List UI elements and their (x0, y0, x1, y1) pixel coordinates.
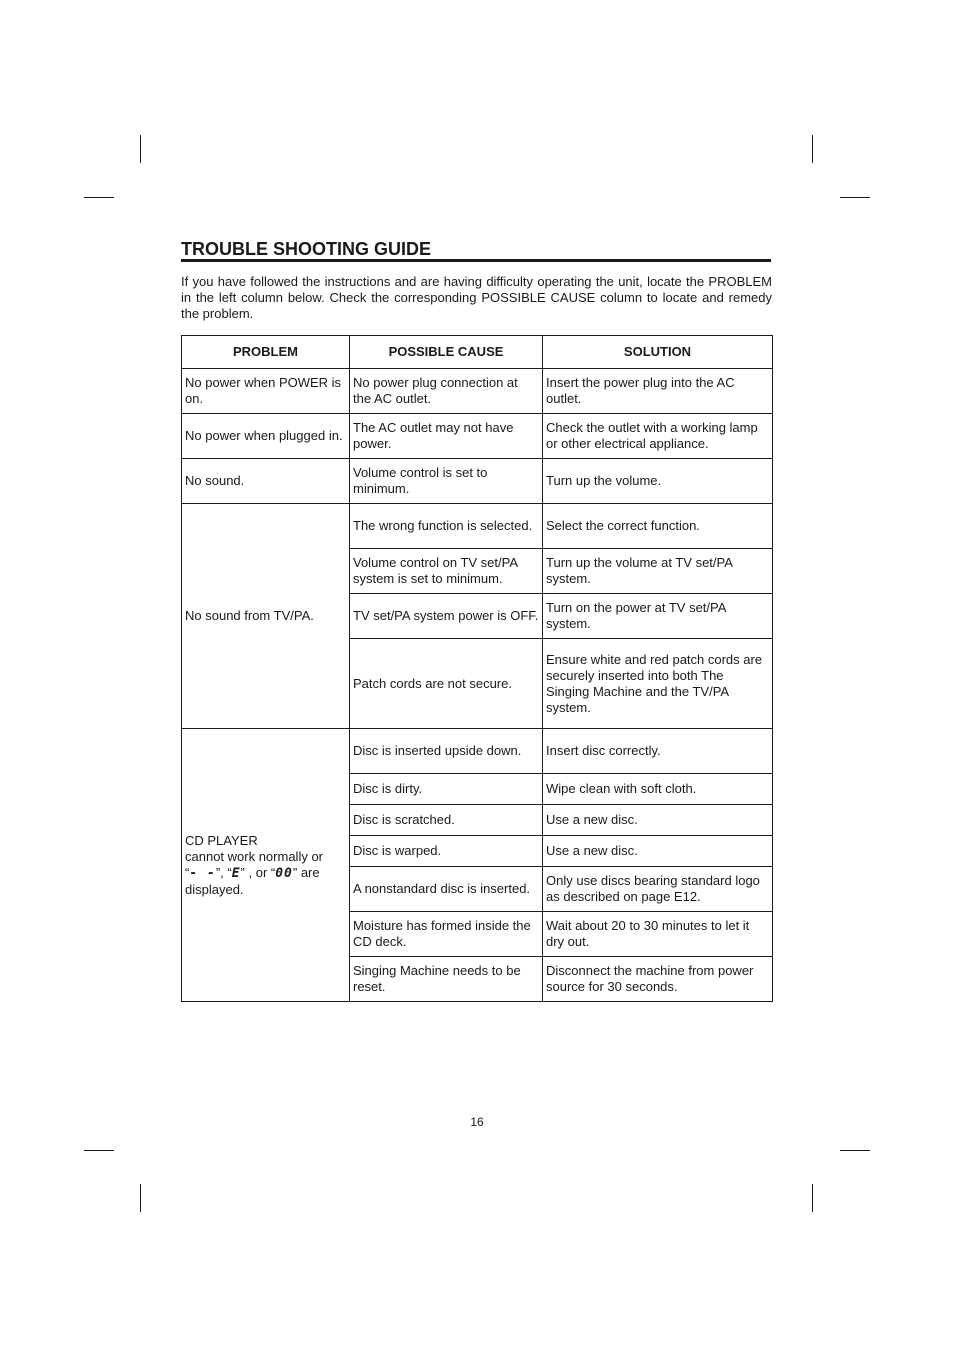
problem-cell: No power when plugged in. (182, 414, 350, 459)
table-row (182, 369, 773, 414)
display-symbol-dashes: - - (189, 865, 216, 881)
crop-mark (812, 135, 813, 163)
cause-cell: No power plug connection at the AC outlet. (350, 369, 543, 414)
solution-cell: Disconnect the machine from power source for 30 seconds. (543, 957, 773, 1002)
header-possible-cause: POSSIBLE CAUSE (350, 336, 543, 369)
crop-mark (812, 1184, 813, 1212)
problem-cell: No sound. (182, 459, 350, 504)
table-row (182, 504, 773, 549)
solution-cell: Check the outlet with a working lamp or other electrical appliance. (543, 414, 773, 459)
solution-cell: Use a new disc. (543, 805, 773, 836)
display-symbol-00: 00 (275, 865, 293, 881)
problem-cell-tv-pa: No sound from TV/PA. (182, 504, 350, 729)
problem-cell-cd-player (182, 729, 350, 1002)
solution-cell: Turn up the volume. (543, 459, 773, 504)
cause-cell: Disc is warped. (350, 836, 543, 867)
solution-cell: Only use discs bearing standard logo as described on page E12. (543, 867, 773, 912)
cause-cell: Moisture has formed inside the CD deck. (350, 912, 543, 957)
cd-problem-line1: CD PLAYER (185, 832, 258, 848)
solution-cell: Insert disc correctly. (543, 729, 773, 774)
cause-cell: Disc is inserted upside down. (350, 729, 543, 774)
cd-problem-line3 (185, 865, 346, 898)
cause-cell: Singing Machine needs to be reset. (350, 957, 543, 1002)
table-row (182, 414, 773, 459)
solution-cell: Insert the power plug into the AC outlet. (543, 369, 773, 414)
solution-cell: Turn up the volume at TV set/PA system. (543, 549, 773, 594)
quote-text: ” are displayed. (185, 864, 320, 897)
cause-cell: TV set/PA system power is OFF. (350, 594, 543, 639)
solution-cell: Wait about 20 to 30 minutes to let it dry out. (543, 912, 773, 957)
cause-cell: Volume control on TV set/PA system is set to minimum. (350, 549, 543, 594)
header-solution: SOLUTION (543, 336, 773, 369)
quote-text: ” , or “ (240, 864, 276, 880)
cause-cell: The AC outlet may not have power. (350, 414, 543, 459)
problem-cell: No power when POWER is on. (182, 369, 350, 414)
cause-cell: The wrong function is selected. (350, 504, 543, 549)
display-symbol-e: E (231, 865, 241, 881)
crop-mark (84, 197, 114, 198)
cause-cell: Patch cords are not secure. (350, 639, 543, 729)
solution-cell: Use a new disc. (543, 836, 773, 867)
solution-cell: Turn on the power at TV set/PA system. (543, 594, 773, 639)
crop-mark (140, 1184, 141, 1212)
troubleshooting-table (181, 335, 773, 1002)
crop-mark (140, 135, 141, 163)
cause-cell: A nonstandard disc is inserted. (350, 867, 543, 912)
solution-cell: Wipe clean with soft cloth. (543, 774, 773, 805)
table-row (182, 459, 773, 504)
cause-cell: Volume control is set to minimum. (350, 459, 543, 504)
crop-mark (840, 1150, 870, 1151)
solution-cell: Select the correct function. (543, 504, 773, 549)
cd-problem-line2: cannot work normally or (185, 848, 323, 864)
cause-cell: Disc is scratched. (350, 805, 543, 836)
header-problem: PROBLEM (182, 336, 350, 369)
intro-paragraph: If you have followed the instructions and are having difficulty operating the unit, locate the PROBLEM in the left column below. Check the corresponding POSSIBLE CAUSE column to locate and remedy the problem. (181, 274, 772, 321)
page-title: TROUBLE SHOOTING GUIDE (181, 239, 432, 259)
page-number: 16 (470, 1115, 484, 1129)
quote-text: “ (185, 864, 190, 880)
solution-cell: Ensure white and red patch cords are securely inserted into both The Singing Machine and the TV/PA system. (543, 639, 773, 729)
table-row (182, 729, 773, 774)
title-underline (181, 259, 771, 262)
crop-mark (84, 1150, 114, 1151)
crop-mark (840, 197, 870, 198)
quote-text: ”, “ (215, 864, 232, 880)
cause-cell: Disc is dirty. (350, 774, 543, 805)
